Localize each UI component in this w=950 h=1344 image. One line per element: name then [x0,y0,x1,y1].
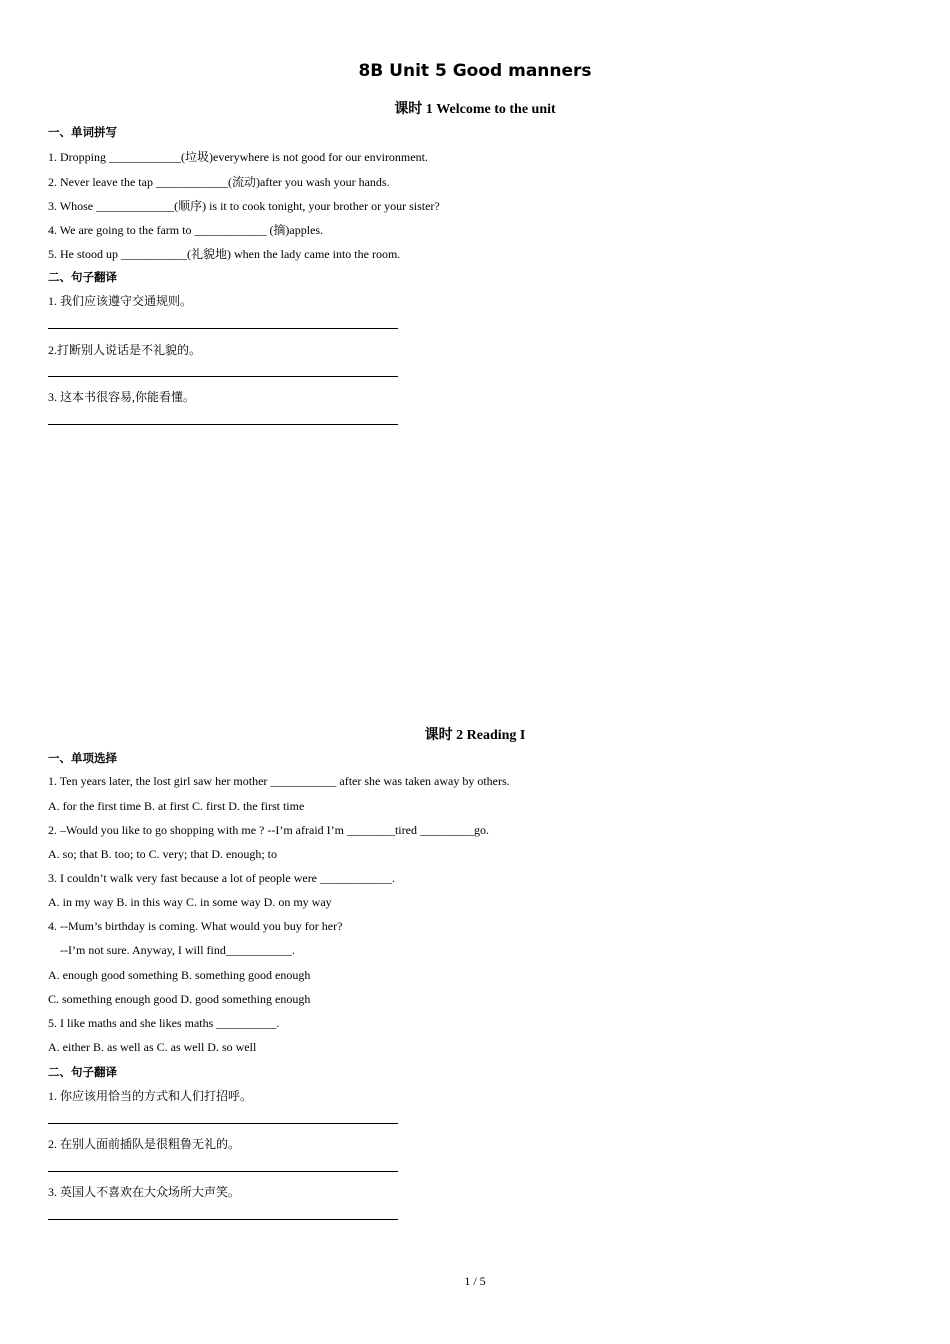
lesson2-heading: 课时 2 Reading I [424,728,526,743]
translation-question-2: 2.打断别人说话是不礼貌的。 [48,343,202,357]
document-title: 8B Unit 5 Good manners [358,61,592,81]
choice-line: 1. Ten years later, the lost girl saw her mother ___________ after she was taken away by others. [48,774,510,788]
choice-line: A. enough good something B. something good enough [48,968,311,982]
answer-line[interactable] [48,1123,398,1124]
choice-line: A. in my way B. in this way C. in some way D. on my way [48,895,332,909]
answer-line[interactable] [48,376,398,377]
lesson1-translation-section: 二、句子翻译 [48,270,117,284]
spelling-question-5: 5. He stood up ___________(礼貌地) when the lady came into the room. [48,247,401,261]
translation-question-1: 1. 你应该用恰当的方式和人们打招呼。 [48,1089,253,1103]
answer-line[interactable] [48,328,398,329]
page-number: 1 / 5 [464,1274,486,1288]
spelling-question-3: 3. Whose _____________(顺序) is it to cook tonight, your brother or your sister? [48,199,440,213]
choice-line: 5. I like maths and she likes maths __________. [48,1016,280,1030]
choice-line: A. for the first time B. at first C. first D. the first time [48,799,305,813]
answer-line[interactable] [48,1171,398,1172]
choice-line: 4. --Mum’s birthday is coming. What would you buy for her? [48,919,343,933]
lesson1-heading: 课时 1 Welcome to the unit [394,102,556,117]
lesson2-translation-section: 二、句子翻译 [48,1065,117,1079]
translation-question-2: 2. 在别人面前插队是很粗鲁无礼的。 [48,1137,241,1151]
spelling-question-2: 2. Never leave the tap ____________(流动)after you wash your hands. [48,175,390,189]
choice-line: 3. I couldn’t walk very fast because a lot of people were ____________. [48,871,396,885]
lesson2-choice-section: 一、单项选择 [48,751,117,765]
choice-line: C. something enough good D. good something enough [48,992,311,1006]
answer-line[interactable] [48,424,398,425]
spelling-question-4: 4. We are going to the farm to ____________ (摘)apples. [48,223,324,237]
answer-line[interactable] [48,1219,398,1220]
choice-line: --I’m not sure. Anyway, I will find___________. [48,943,295,957]
translation-question-3: 3. 这本书很容易,你能看懂。 [48,390,196,404]
choice-line: A. either B. as well as C. as well D. so well [48,1040,257,1054]
choice-line: A. so; that B. too; to C. very; that D. enough; to [48,847,277,861]
lesson1-spelling-section: 一、单词拼写 [48,125,117,139]
translation-question-3: 3. 英国人不喜欢在大众场所大声笑。 [48,1185,241,1199]
spelling-question-1: 1. Dropping ____________(垃圾)everywhere is not good for our environment. [48,150,428,164]
translation-question-1: 1. 我们应该遵守交通规则。 [48,294,193,308]
choice-line: 2. –Would you like to go shopping with me ? --I’m afraid I’m ________tired _________go. [48,823,489,837]
